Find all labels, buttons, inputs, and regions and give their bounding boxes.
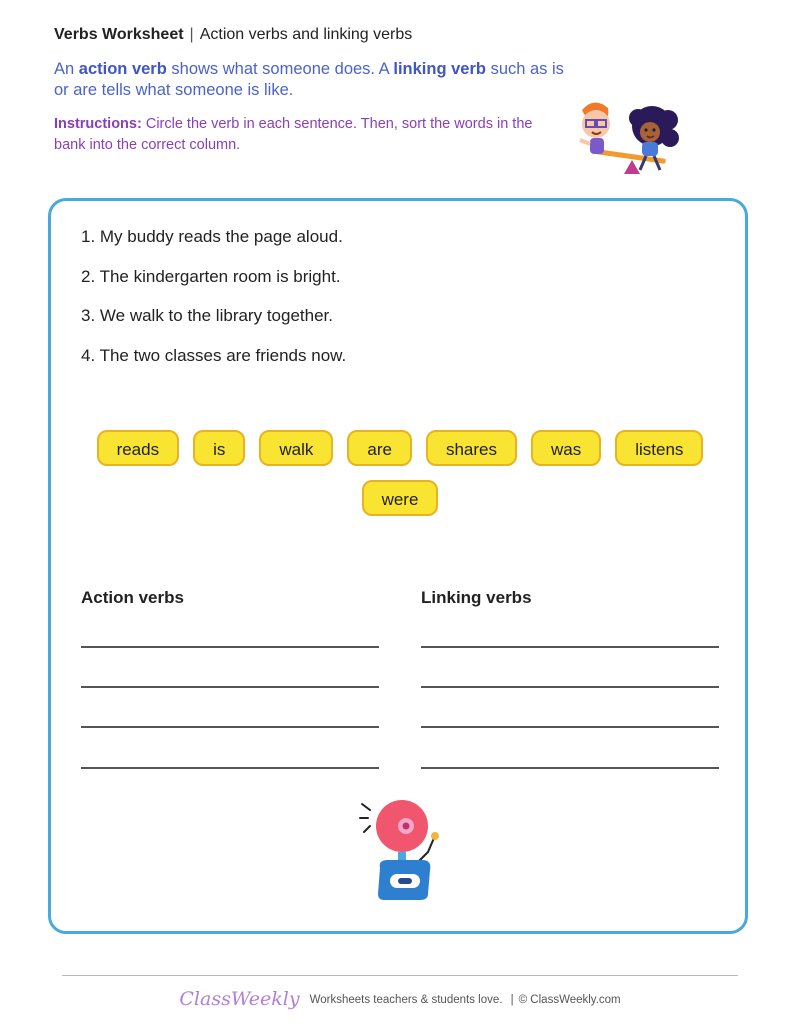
word-chip-reads[interactable]: reads [97, 430, 180, 466]
sentence-1[interactable]: 1. My buddy reads the page aloud. [81, 227, 343, 246]
word-chip-shares[interactable]: shares [426, 430, 517, 466]
word-bank-row-2 [60, 480, 740, 516]
linking-verbs-column [421, 586, 719, 610]
sentence-4[interactable]: 4. The two classes are friends now. [81, 345, 347, 365]
instructions-text: Circle the verb in each sentence. Then, sort the words in the bank into the correct column. [54, 116, 533, 153]
intro-text-1: An [54, 60, 79, 78]
word-chip-walk[interactable]: walk [259, 430, 333, 466]
word-chip-were[interactable]: were [362, 480, 439, 516]
intro-term-linking: linking verb [393, 60, 486, 78]
footer-tagline: Worksheets teachers & students love. [309, 994, 503, 1006]
word-chip-are[interactable]: are [347, 430, 412, 466]
footer [0, 988, 800, 1010]
sentence-2[interactable]: 2. The kindergarten room is bright. [81, 266, 341, 286]
action-verbs-column [81, 586, 379, 610]
footer-copyright[interactable]: © ClassWeekly.com [518, 994, 621, 1006]
word-bank-row-1 [60, 430, 740, 466]
instructions-paragraph [54, 114, 544, 156]
sentence-3[interactable]: 3. We walk to the library together. [81, 306, 333, 325]
linking-verbs-title: Linking verbs [421, 588, 532, 607]
header-separator: | [189, 26, 194, 43]
school-bell-illustration [358, 796, 444, 906]
footer-separator: | [510, 994, 514, 1006]
worksheet-header [54, 26, 412, 44]
word-chip-was[interactable]: was [531, 430, 601, 466]
intro-text-3: such as is or are tells what someone is like. [54, 60, 564, 99]
action-answer-line-2[interactable] [81, 686, 379, 688]
linking-answer-line-1[interactable] [421, 646, 719, 648]
sentence-list [81, 226, 346, 384]
worksheet-subtitle: Action verbs and linking verbs [199, 26, 413, 43]
action-verbs-title: Action verbs [81, 588, 184, 607]
action-answer-line-4[interactable] [81, 767, 379, 769]
linking-answer-line-2[interactable] [421, 686, 719, 688]
intro-paragraph [54, 59, 574, 101]
linking-answer-line-4[interactable] [421, 767, 719, 769]
worksheet-title: Verbs Worksheet [54, 26, 184, 43]
word-chip-listens[interactable]: listens [615, 430, 703, 466]
linking-answer-line-3[interactable] [421, 726, 719, 728]
action-answer-line-3[interactable] [81, 726, 379, 728]
footer-divider [62, 975, 738, 976]
instructions-label: Instructions: [54, 116, 142, 132]
word-chip-is[interactable]: is [193, 430, 245, 466]
word-bank [60, 430, 740, 530]
brand-logo[interactable]: ClassWeekly [179, 988, 300, 1010]
kids-seesaw-illustration [574, 98, 694, 182]
action-answer-line-1[interactable] [81, 646, 379, 648]
intro-text-2: shows what someone does. A [166, 60, 394, 78]
intro-term-action: action verb [78, 60, 167, 78]
